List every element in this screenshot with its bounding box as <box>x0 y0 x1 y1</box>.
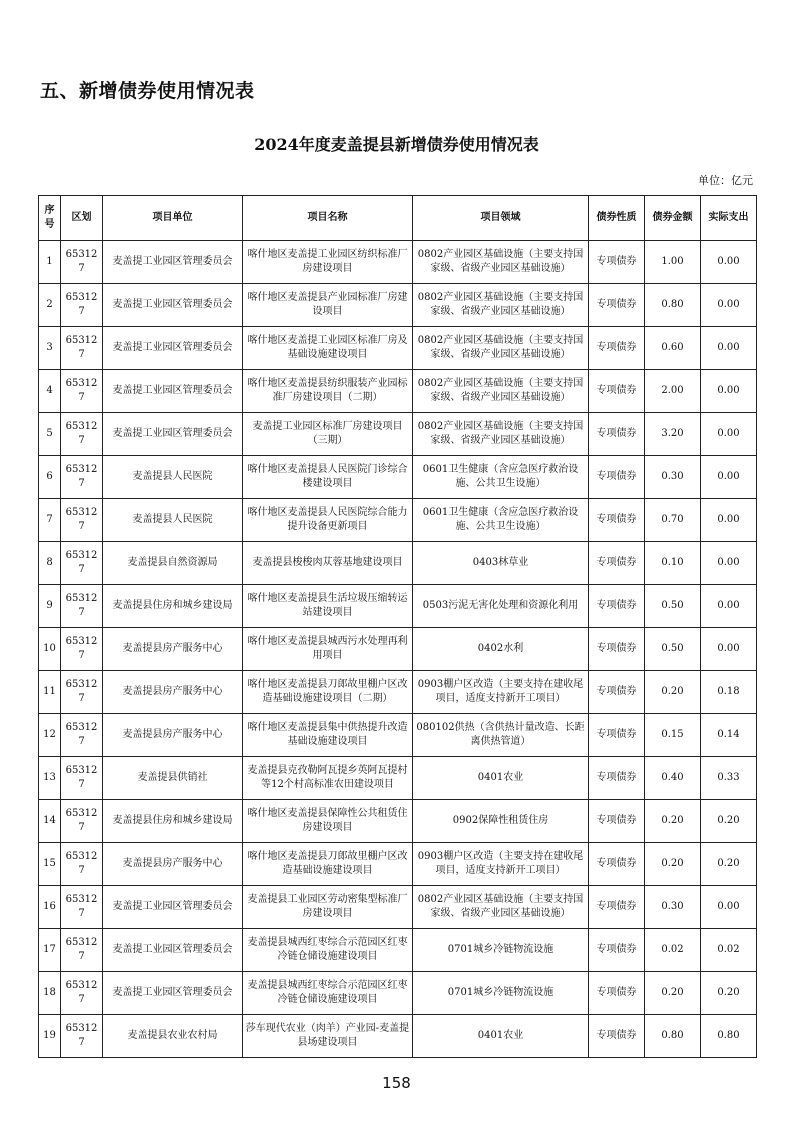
cell-district: 653127 <box>61 929 103 972</box>
table-row <box>39 370 757 413</box>
cell-amount: 0.20 <box>645 843 701 886</box>
cell-actual: 0.00 <box>701 542 757 585</box>
cell-amount: 1.00 <box>645 241 701 284</box>
cell-district: 653127 <box>61 628 103 671</box>
cell-actual: 0.18 <box>701 671 757 714</box>
cell-unit: 麦盖提工业园区管理委员会 <box>103 327 243 370</box>
cell-district: 653127 <box>61 671 103 714</box>
header-seq <box>39 196 61 241</box>
cell-nature: 专项债券 <box>589 499 645 542</box>
table-row <box>39 628 757 671</box>
table-row <box>39 757 757 800</box>
cell-name: 麦盖提县克孜勒阿瓦提乡英阿瓦提村等12个村高标准农田建设项目 <box>243 757 413 800</box>
cell-nature: 专项债券 <box>589 972 645 1015</box>
cell-district: 653127 <box>61 499 103 542</box>
cell-name: 喀什地区麦盖提县人民医院门诊综合楼建设项目 <box>243 456 413 499</box>
table-row <box>39 499 757 542</box>
cell-unit: 麦盖提县房产服务中心 <box>103 628 243 671</box>
cell-name: 麦盖提工业园区标准厂房建设项目（三期） <box>243 413 413 456</box>
cell-unit: 麦盖提工业园区管理委员会 <box>103 886 243 929</box>
header-field: 项目领域 <box>413 196 589 241</box>
cell-nature: 专项债券 <box>589 929 645 972</box>
cell-district: 653127 <box>61 714 103 757</box>
cell-amount: 0.20 <box>645 671 701 714</box>
cell-nature: 专项债券 <box>589 843 645 886</box>
cell-nature: 专项债券 <box>589 370 645 413</box>
table-row <box>39 284 757 327</box>
cell-unit: 麦盖提县房产服务中心 <box>103 714 243 757</box>
cell-field: 0701城乡冷链物流设施 <box>413 929 589 972</box>
cell-unit: 麦盖提工业园区管理委员会 <box>103 929 243 972</box>
cell-amount: 0.60 <box>645 327 701 370</box>
cell-name: 喀什地区麦盖提县城西污水处理再利用项目 <box>243 628 413 671</box>
cell-name: 喀什地区麦盖提县生活垃圾压缩转运站建设项目 <box>243 585 413 628</box>
cell-nature: 专项债券 <box>589 800 645 843</box>
cell-unit: 麦盖提县房产服务中心 <box>103 671 243 714</box>
table-row <box>39 327 757 370</box>
table-row <box>39 241 757 284</box>
cell-seq: 13 <box>39 757 61 800</box>
cell-actual: 0.00 <box>701 456 757 499</box>
cell-nature: 专项债券 <box>589 628 645 671</box>
cell-amount: 0.50 <box>645 585 701 628</box>
cell-unit: 麦盖提县房产服务中心 <box>103 843 243 886</box>
header-seq-top: 序 <box>44 205 55 216</box>
cell-actual: 0.20 <box>701 972 757 1015</box>
cell-district: 653127 <box>61 800 103 843</box>
cell-name: 麦盖提县城西红枣综合示范园区红枣冷链仓储设施建设项目 <box>243 929 413 972</box>
cell-actual: 0.00 <box>701 370 757 413</box>
cell-unit: 麦盖提县住房和城乡建设局 <box>103 800 243 843</box>
cell-amount: 0.30 <box>645 456 701 499</box>
cell-actual: 0.33 <box>701 757 757 800</box>
table-row <box>39 1015 757 1058</box>
cell-district: 653127 <box>61 327 103 370</box>
cell-district: 653127 <box>61 972 103 1015</box>
cell-seq: 16 <box>39 886 61 929</box>
cell-actual: 0.00 <box>701 413 757 456</box>
cell-nature: 专项债券 <box>589 714 645 757</box>
cell-unit: 麦盖提工业园区管理委员会 <box>103 370 243 413</box>
cell-name: 喀什地区麦盖提县刀郎故里棚户区改造基础设施建设项目（二期） <box>243 671 413 714</box>
cell-unit: 麦盖提工业园区管理委员会 <box>103 413 243 456</box>
cell-nature: 专项债券 <box>589 327 645 370</box>
cell-seq: 7 <box>39 499 61 542</box>
cell-actual: 0.00 <box>701 241 757 284</box>
cell-name: 喀什地区麦盖提县刀郎故里棚户区改造基础设施建设项目 <box>243 843 413 886</box>
cell-actual: 0.02 <box>701 929 757 972</box>
cell-actual: 0.80 <box>701 1015 757 1058</box>
header-seq-bottom: 号 <box>44 219 55 230</box>
cell-seq: 11 <box>39 671 61 714</box>
cell-field: 0802产业园区基础设施（主要支持国家级、省级产业园区基础设施） <box>413 284 589 327</box>
cell-seq: 15 <box>39 843 61 886</box>
cell-unit: 麦盖提县人民医院 <box>103 499 243 542</box>
cell-actual: 0.14 <box>701 714 757 757</box>
cell-name: 麦盖提县梭梭肉苁蓉基地建设项目 <box>243 542 413 585</box>
cell-field: 0701城乡冷链物流设施 <box>413 972 589 1015</box>
table-row <box>39 929 757 972</box>
table-header-row <box>39 196 757 241</box>
cell-unit: 麦盖提县住房和城乡建设局 <box>103 585 243 628</box>
cell-unit: 麦盖提县农业农村局 <box>103 1015 243 1058</box>
cell-field: 0601卫生健康（含应急医疗救治设施、公共卫生设施） <box>413 456 589 499</box>
table-title: 2024年度麦盖提县新增债券使用情况表 <box>254 135 539 154</box>
cell-field: 0401农业 <box>413 1015 589 1058</box>
cell-unit: 麦盖提县自然资源局 <box>103 542 243 585</box>
table-body <box>39 241 757 1058</box>
cell-seq: 8 <box>39 542 61 585</box>
cell-name: 莎车现代农业（肉羊）产业园-麦盖提县场建设项目 <box>243 1015 413 1058</box>
cell-actual: 0.00 <box>701 499 757 542</box>
cell-district: 653127 <box>61 456 103 499</box>
cell-field: 0802产业园区基础设施（主要支持国家级、省级产业园区基础设施） <box>413 413 589 456</box>
cell-field: 0802产业园区基础设施（主要支持国家级、省级产业园区基础设施） <box>413 886 589 929</box>
cell-amount: 0.50 <box>645 628 701 671</box>
cell-district: 653127 <box>61 413 103 456</box>
header-actual: 实际支出 <box>701 196 757 241</box>
cell-name: 喀什地区麦盖提县人民医院综合能力提升设备更新项目 <box>243 499 413 542</box>
cell-seq: 18 <box>39 972 61 1015</box>
cell-district: 653127 <box>61 542 103 585</box>
cell-unit: 麦盖提工业园区管理委员会 <box>103 972 243 1015</box>
cell-name: 喀什地区麦盖提县产业园标准厂房建设项目 <box>243 284 413 327</box>
cell-seq: 1 <box>39 241 61 284</box>
section-title: 五、新增债券使用情况表 <box>40 80 255 102</box>
cell-actual: 0.20 <box>701 800 757 843</box>
cell-amount: 2.00 <box>645 370 701 413</box>
cell-unit: 麦盖提工业园区管理委员会 <box>103 284 243 327</box>
header-nature: 债券性质 <box>589 196 645 241</box>
cell-seq: 4 <box>39 370 61 413</box>
cell-district: 653127 <box>61 370 103 413</box>
cell-amount: 3.20 <box>645 413 701 456</box>
cell-nature: 专项债券 <box>589 456 645 499</box>
cell-district: 653127 <box>61 585 103 628</box>
cell-name: 麦盖提县城西红枣综合示范园区红枣冷链仓储设施建设项目 <box>243 972 413 1015</box>
cell-nature: 专项债券 <box>589 585 645 628</box>
table-row <box>39 585 757 628</box>
cell-name: 麦盖提县工业园区劳动密集型标准厂房建设项目 <box>243 886 413 929</box>
cell-amount: 0.10 <box>645 542 701 585</box>
cell-amount: 0.80 <box>645 284 701 327</box>
cell-actual: 0.00 <box>701 628 757 671</box>
cell-amount: 0.15 <box>645 714 701 757</box>
cell-field: 0802产业园区基础设施（主要支持国家级、省级产业园区基础设施） <box>413 241 589 284</box>
cell-seq: 14 <box>39 800 61 843</box>
cell-district: 653127 <box>61 843 103 886</box>
cell-seq: 12 <box>39 714 61 757</box>
cell-actual: 0.00 <box>701 585 757 628</box>
cell-field: 0503污泥无害化处理和资源化利用 <box>413 585 589 628</box>
cell-district: 653127 <box>61 886 103 929</box>
cell-name: 喀什地区麦盖提县保障性公共租赁住房建设项目 <box>243 800 413 843</box>
cell-name: 喀什地区麦盖提县纺织服装产业园标准厂房建设项目（二期） <box>243 370 413 413</box>
cell-nature: 专项债券 <box>589 413 645 456</box>
cell-nature: 专项债券 <box>589 757 645 800</box>
cell-district: 653127 <box>61 284 103 327</box>
header-unit: 项目单位 <box>103 196 243 241</box>
cell-seq: 5 <box>39 413 61 456</box>
cell-amount: 0.20 <box>645 972 701 1015</box>
cell-unit: 麦盖提县供销社 <box>103 757 243 800</box>
cell-seq: 9 <box>39 585 61 628</box>
header-district: 区划 <box>61 196 103 241</box>
cell-field: 080102供热（含供热计量改造、长距离供热管道） <box>413 714 589 757</box>
table-row <box>39 886 757 929</box>
cell-unit: 麦盖提县人民医院 <box>103 456 243 499</box>
table-row <box>39 714 757 757</box>
cell-amount: 0.30 <box>645 886 701 929</box>
cell-nature: 专项债券 <box>589 1015 645 1058</box>
cell-name: 喀什地区麦盖提工业园区纺织标准厂房建设项目 <box>243 241 413 284</box>
cell-field: 0402水利 <box>413 628 589 671</box>
table-row <box>39 843 757 886</box>
cell-actual: 0.00 <box>701 886 757 929</box>
cell-name: 喀什地区麦盖提县集中供热提升改造基础设施建设项目 <box>243 714 413 757</box>
cell-field: 0802产业园区基础设施（主要支持国家级、省级产业园区基础设施） <box>413 327 589 370</box>
cell-nature: 专项债券 <box>589 241 645 284</box>
cell-amount: 0.20 <box>645 800 701 843</box>
header-amount: 债券金额 <box>645 196 701 241</box>
cell-seq: 17 <box>39 929 61 972</box>
cell-seq: 19 <box>39 1015 61 1058</box>
cell-field: 0902保障性租赁住房 <box>413 800 589 843</box>
cell-field: 0403林草业 <box>413 542 589 585</box>
cell-seq: 6 <box>39 456 61 499</box>
unit-label: 单位：亿元 <box>698 174 753 187</box>
cell-actual: 0.00 <box>701 284 757 327</box>
cell-unit: 麦盖提工业园区管理委员会 <box>103 241 243 284</box>
table-row <box>39 456 757 499</box>
cell-district: 653127 <box>61 1015 103 1058</box>
cell-field: 0802产业园区基础设施（主要支持国家级、省级产业园区基础设施） <box>413 370 589 413</box>
cell-nature: 专项债券 <box>589 284 645 327</box>
cell-field: 0903棚户区改造（主要支持在建收尾项目，适度支持新开工项目） <box>413 843 589 886</box>
cell-nature: 专项债券 <box>589 671 645 714</box>
cell-actual: 0.00 <box>701 327 757 370</box>
table-row <box>39 413 757 456</box>
cell-seq: 2 <box>39 284 61 327</box>
page-number: 158 <box>382 1074 411 1092</box>
table-row <box>39 542 757 585</box>
cell-nature: 专项债券 <box>589 886 645 929</box>
cell-actual: 0.20 <box>701 843 757 886</box>
cell-field: 0903棚户区改造（主要支持在建收尾项目，适度支持新开工项目） <box>413 671 589 714</box>
cell-amount: 0.70 <box>645 499 701 542</box>
cell-seq: 10 <box>39 628 61 671</box>
cell-seq: 3 <box>39 327 61 370</box>
header-name: 项目名称 <box>243 196 413 241</box>
cell-amount: 0.02 <box>645 929 701 972</box>
cell-field: 0601卫生健康（含应急医疗救治设施、公共卫生设施） <box>413 499 589 542</box>
debt-usage-table <box>38 195 757 1058</box>
cell-amount: 0.40 <box>645 757 701 800</box>
cell-district: 653127 <box>61 241 103 284</box>
table-row <box>39 671 757 714</box>
cell-nature: 专项债券 <box>589 542 645 585</box>
cell-field: 0401农业 <box>413 757 589 800</box>
table-row <box>39 972 757 1015</box>
table-row <box>39 800 757 843</box>
cell-amount: 0.80 <box>645 1015 701 1058</box>
cell-name: 喀什地区麦盖提工业园区标准厂房及基础设施建设项目 <box>243 327 413 370</box>
cell-district: 653127 <box>61 757 103 800</box>
